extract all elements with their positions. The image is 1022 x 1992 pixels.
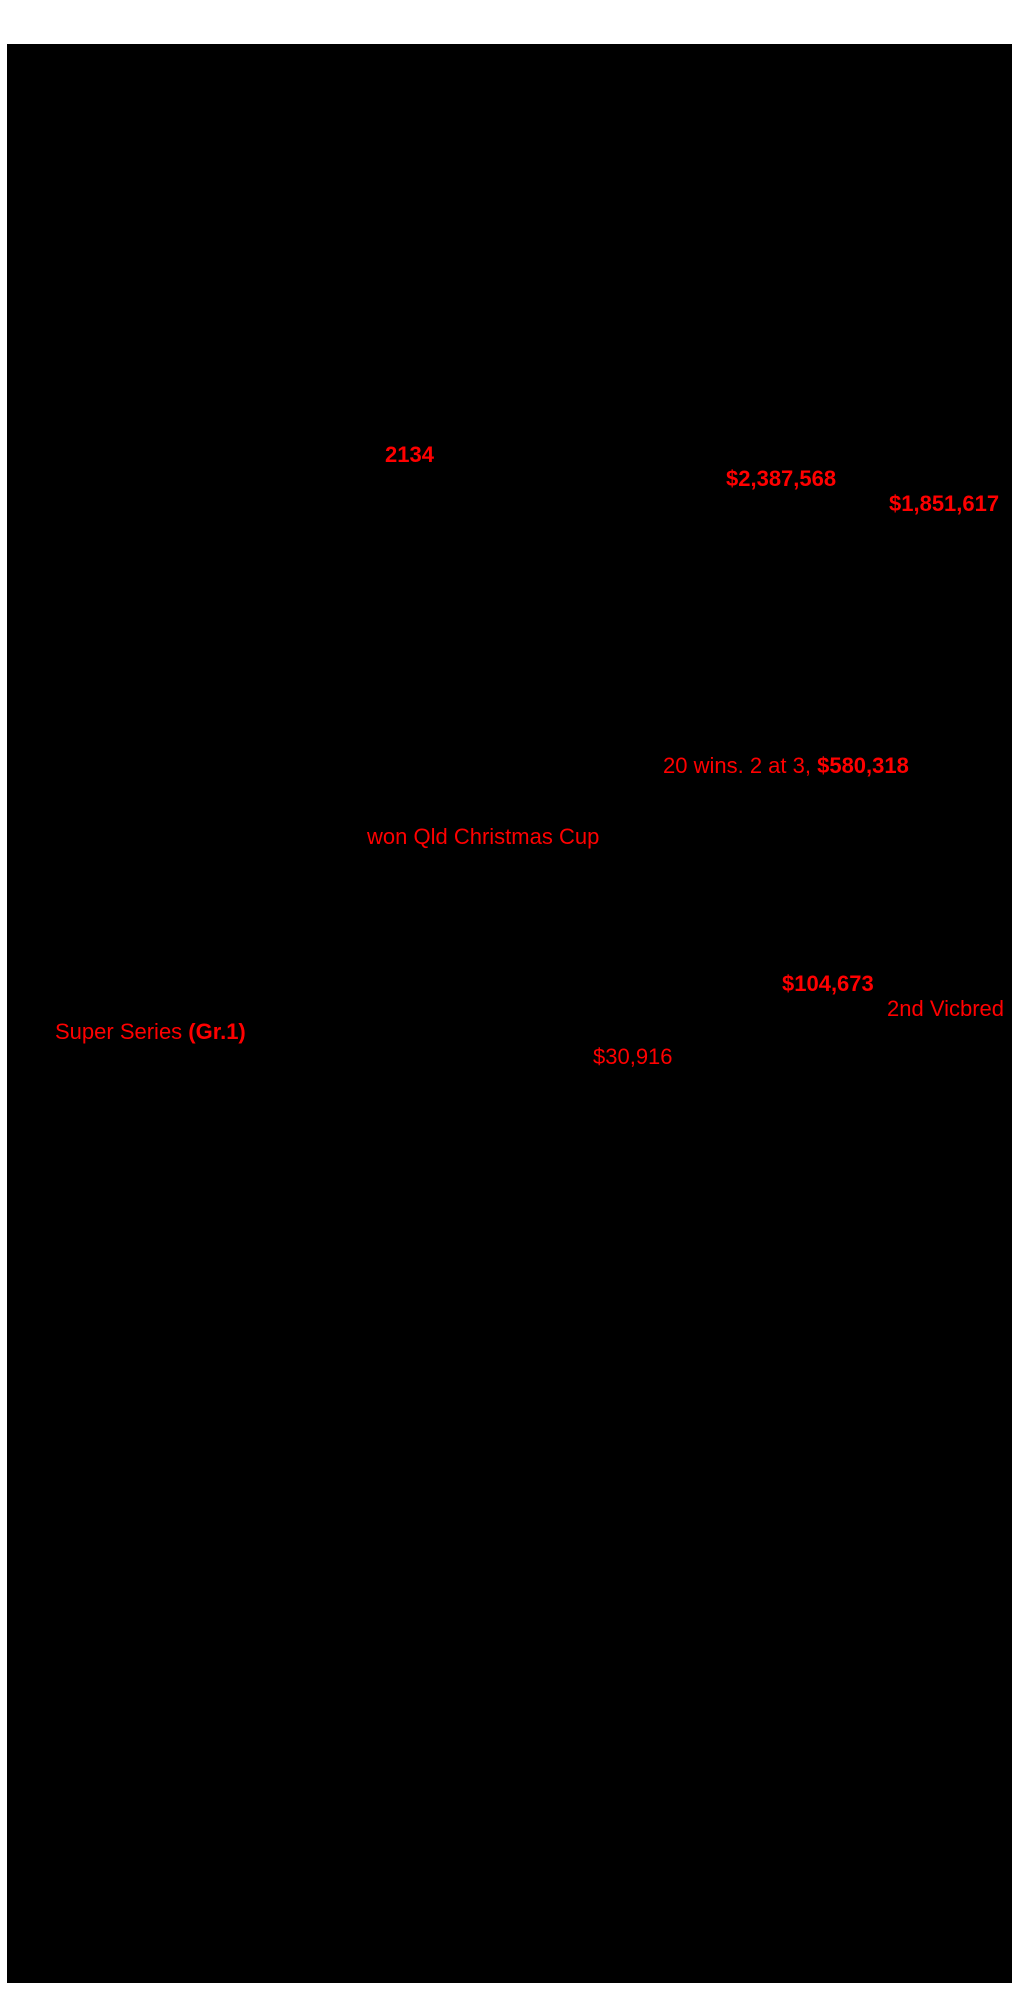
highlight-super-series-text: (Gr.1) [188, 1019, 246, 1044]
highlight-wins-record-text: 20 wins. 2 at 3, [663, 753, 818, 778]
highlight-super-series [55, 1019, 246, 1045]
highlight-earnings-second [889, 491, 999, 517]
highlight-earnings-sire-text: $2,387,568 [726, 466, 837, 491]
highlight-earnings-second-text: $1,851,617 [889, 491, 1000, 516]
highlight-earnings-minor-text: $30,916 [593, 1044, 673, 1069]
highlight-earnings-minor [593, 1044, 673, 1070]
document-page [7, 44, 1012, 1983]
highlight-race-time [385, 442, 434, 468]
highlight-wins-record [663, 753, 909, 779]
highlight-vicbred-placing-text: 2nd Vicbred [887, 996, 1005, 1021]
highlight-vicbred-placing [887, 996, 1004, 1022]
highlight-earnings-dam-line-text: $104,673 [782, 971, 874, 996]
highlight-earnings-sire [726, 466, 836, 492]
highlight-wins-record-text: $580,318 [817, 753, 909, 778]
highlight-super-series-text: Super Series [55, 1019, 189, 1044]
highlight-race-time-text: 2134 [385, 442, 434, 467]
highlight-qld-christmas-cup-text: won Qld Christmas Cup [367, 824, 600, 849]
highlight-earnings-dam-line [782, 971, 874, 997]
highlight-qld-christmas-cup [367, 824, 599, 850]
